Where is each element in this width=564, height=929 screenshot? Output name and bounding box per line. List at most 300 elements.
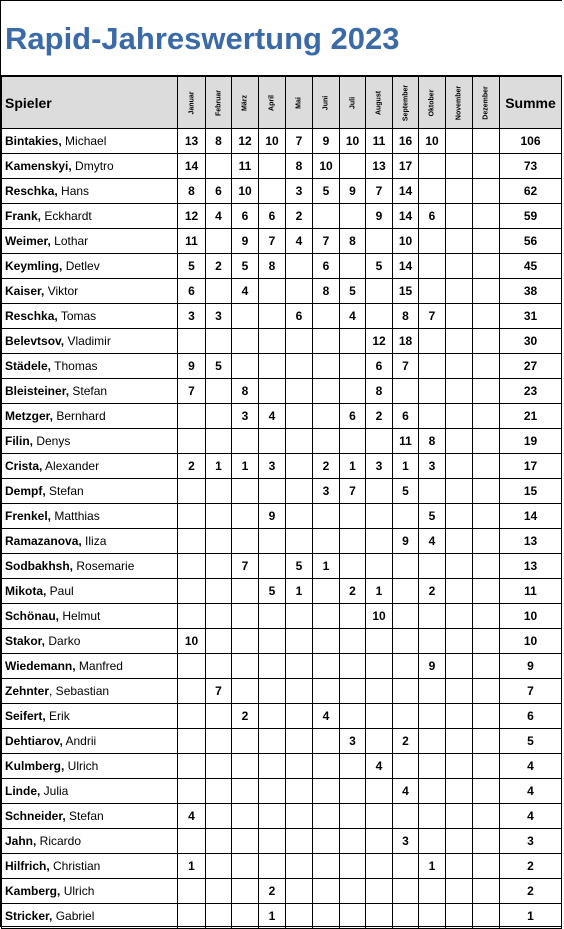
score-cell xyxy=(259,654,286,679)
score-cell xyxy=(340,679,366,704)
score-cell xyxy=(366,279,393,304)
score-cell xyxy=(286,404,313,429)
score-cell xyxy=(313,354,340,379)
table-row xyxy=(2,679,562,704)
player-last-name: Stakor, xyxy=(5,634,46,648)
score-cell xyxy=(393,754,419,779)
table-row xyxy=(2,479,562,504)
header-month xyxy=(366,77,393,129)
player-last-name: Bintakies, xyxy=(5,134,62,148)
score-cell xyxy=(286,904,313,929)
score-cell xyxy=(232,654,259,679)
score-cell xyxy=(259,154,286,179)
score-cell: 2 xyxy=(259,879,286,904)
score-cell xyxy=(366,854,393,879)
score-cell: 13 xyxy=(178,129,206,154)
score-cell xyxy=(419,554,446,579)
score-cell xyxy=(473,579,500,604)
table-row xyxy=(2,229,562,254)
player-first-name: Manfred xyxy=(75,659,123,673)
table-row xyxy=(2,829,562,854)
table-row xyxy=(2,804,562,829)
score-cell: 4 xyxy=(366,754,393,779)
header-month-label: Oktober xyxy=(428,89,436,116)
sum-cell: 4 xyxy=(500,754,562,779)
header-month xyxy=(206,77,232,129)
score-cell xyxy=(473,879,500,904)
header-month-label: April xyxy=(268,94,276,111)
score-cell xyxy=(366,704,393,729)
header-month-label: Mai xyxy=(295,96,303,109)
score-cell xyxy=(419,904,446,929)
score-cell xyxy=(259,729,286,754)
player-first-name: Erik xyxy=(45,709,70,723)
player-last-name: Städele, xyxy=(5,359,52,373)
score-cell xyxy=(340,354,366,379)
sum-cell: 9 xyxy=(500,654,562,679)
score-cell xyxy=(259,479,286,504)
sum-cell: 30 xyxy=(500,329,562,354)
score-cell: 6 xyxy=(419,204,446,229)
score-cell: 5 xyxy=(178,254,206,279)
score-cell xyxy=(393,604,419,629)
score-cell xyxy=(178,604,206,629)
player-name xyxy=(2,154,178,179)
score-cell xyxy=(286,879,313,904)
score-cell xyxy=(340,754,366,779)
score-cell xyxy=(313,779,340,804)
score-cell xyxy=(446,654,473,679)
score-cell xyxy=(446,854,473,879)
score-cell xyxy=(419,379,446,404)
score-cell xyxy=(286,329,313,354)
table-body xyxy=(2,129,562,929)
sum-cell: 19 xyxy=(500,429,562,454)
table-row xyxy=(2,854,562,879)
score-cell xyxy=(286,429,313,454)
table-row xyxy=(2,729,562,754)
score-cell xyxy=(446,729,473,754)
score-cell xyxy=(178,529,206,554)
table-row xyxy=(2,204,562,229)
player-last-name: Ramazanova, xyxy=(5,534,82,548)
score-cell: 11 xyxy=(178,229,206,254)
header-sum: Summe xyxy=(500,77,562,129)
score-cell xyxy=(419,354,446,379)
score-cell xyxy=(340,804,366,829)
player-first-name: Michael xyxy=(61,134,107,148)
score-cell: 9 xyxy=(313,129,340,154)
score-cell xyxy=(446,454,473,479)
score-cell xyxy=(366,829,393,854)
score-cell: 6 xyxy=(178,279,206,304)
table-row xyxy=(2,279,562,304)
score-cell xyxy=(313,579,340,604)
score-cell: 1 xyxy=(206,454,232,479)
score-cell: 14 xyxy=(393,179,419,204)
player-last-name: Schönau, xyxy=(5,609,60,623)
table-row xyxy=(2,354,562,379)
score-cell xyxy=(259,329,286,354)
score-cell: 7 xyxy=(206,679,232,704)
player-last-name: Linde, xyxy=(5,784,41,798)
score-cell xyxy=(473,429,500,454)
score-cell xyxy=(206,654,232,679)
score-cell xyxy=(259,804,286,829)
score-cell xyxy=(232,754,259,779)
score-cell xyxy=(178,329,206,354)
sum-cell: 15 xyxy=(500,479,562,504)
score-cell xyxy=(473,279,500,304)
score-cell xyxy=(178,754,206,779)
sum-cell: 2 xyxy=(500,854,562,879)
score-cell xyxy=(313,904,340,929)
score-cell: 3 xyxy=(232,404,259,429)
score-cell xyxy=(178,579,206,604)
score-cell xyxy=(340,654,366,679)
player-first-name: Stefan xyxy=(65,809,104,823)
score-cell: 8 xyxy=(232,379,259,404)
sum-cell: 5 xyxy=(500,729,562,754)
score-cell xyxy=(340,504,366,529)
score-cell xyxy=(366,654,393,679)
sum-cell: 106 xyxy=(500,129,562,154)
player-last-name: Kulmberg, xyxy=(5,759,65,773)
ranking-table xyxy=(1,76,562,929)
score-cell xyxy=(340,829,366,854)
player-last-name: Keymling, xyxy=(5,259,63,273)
player-last-name: Dempf, xyxy=(5,484,46,498)
score-cell xyxy=(178,879,206,904)
score-cell xyxy=(473,154,500,179)
score-cell xyxy=(473,129,500,154)
score-cell: 7 xyxy=(340,479,366,504)
score-cell xyxy=(178,704,206,729)
table-row xyxy=(2,154,562,179)
score-cell: 9 xyxy=(419,654,446,679)
score-cell xyxy=(340,779,366,804)
score-cell xyxy=(206,754,232,779)
player-first-name: Detlev xyxy=(62,259,100,273)
player-first-name: Vladimir xyxy=(64,334,111,348)
score-cell xyxy=(446,479,473,504)
score-cell xyxy=(178,904,206,929)
score-cell xyxy=(446,129,473,154)
score-cell xyxy=(178,829,206,854)
table-row xyxy=(2,904,562,929)
player-last-name: Sodbakhsh, xyxy=(5,559,74,573)
score-cell xyxy=(313,529,340,554)
header-month-label: Dezember xyxy=(482,85,490,120)
score-cell: 10 xyxy=(340,129,366,154)
player-last-name: Seifert, xyxy=(5,709,46,723)
header-player: Spieler xyxy=(2,77,178,129)
score-cell: 9 xyxy=(178,354,206,379)
player-name xyxy=(2,404,178,429)
score-cell xyxy=(259,279,286,304)
sum-cell: 10 xyxy=(500,604,562,629)
sum-cell: 31 xyxy=(500,304,562,329)
score-cell xyxy=(206,504,232,529)
score-cell xyxy=(286,854,313,879)
player-last-name: Kamenskyi, xyxy=(5,159,72,173)
score-cell xyxy=(473,704,500,729)
score-cell: 4 xyxy=(393,779,419,804)
score-cell: 6 xyxy=(206,179,232,204)
score-cell: 1 xyxy=(313,554,340,579)
score-cell xyxy=(393,654,419,679)
table-row xyxy=(2,379,562,404)
score-cell xyxy=(446,554,473,579)
score-cell xyxy=(286,604,313,629)
player-last-name: Stricker, xyxy=(5,909,53,923)
score-cell xyxy=(446,754,473,779)
score-cell xyxy=(366,554,393,579)
score-cell: 1 xyxy=(393,454,419,479)
score-cell xyxy=(206,229,232,254)
score-cell xyxy=(313,804,340,829)
score-cell xyxy=(340,629,366,654)
score-cell xyxy=(446,879,473,904)
score-cell: 1 xyxy=(259,904,286,929)
sum-cell: 11 xyxy=(500,579,562,604)
score-cell xyxy=(178,429,206,454)
player-first-name: Stefan xyxy=(45,484,84,498)
score-cell xyxy=(366,679,393,704)
sum-cell: 14 xyxy=(500,504,562,529)
score-cell: 18 xyxy=(393,329,419,354)
player-name xyxy=(2,504,178,529)
player-first-name: Iliza xyxy=(81,534,107,548)
score-cell xyxy=(206,804,232,829)
score-cell xyxy=(232,504,259,529)
score-cell: 15 xyxy=(393,279,419,304)
sum-cell: 73 xyxy=(500,154,562,179)
score-cell xyxy=(393,804,419,829)
score-cell: 8 xyxy=(313,279,340,304)
score-cell: 8 xyxy=(340,229,366,254)
player-last-name: Schneider, xyxy=(5,809,66,823)
score-cell: 3 xyxy=(419,454,446,479)
player-last-name: Reschka, xyxy=(5,184,58,198)
score-cell: 14 xyxy=(178,154,206,179)
title-bar xyxy=(1,1,562,76)
score-cell xyxy=(232,854,259,879)
header-month-label: Februar xyxy=(215,89,222,116)
player-last-name: Weimer, xyxy=(5,234,51,248)
score-cell xyxy=(313,304,340,329)
score-cell xyxy=(232,579,259,604)
score-cell xyxy=(340,254,366,279)
player-first-name: Darko xyxy=(45,634,81,648)
score-cell xyxy=(206,779,232,804)
score-cell xyxy=(393,554,419,579)
player-first-name: Eckhardt xyxy=(41,209,92,223)
score-cell: 4 xyxy=(178,804,206,829)
score-cell xyxy=(286,779,313,804)
score-cell xyxy=(473,454,500,479)
score-cell xyxy=(313,604,340,629)
score-cell xyxy=(206,404,232,429)
score-cell xyxy=(340,529,366,554)
score-cell xyxy=(286,804,313,829)
score-cell: 13 xyxy=(366,154,393,179)
score-cell xyxy=(473,729,500,754)
score-cell: 3 xyxy=(259,454,286,479)
score-cell: 7 xyxy=(286,129,313,154)
player-name xyxy=(2,829,178,854)
table-row xyxy=(2,129,562,154)
score-cell xyxy=(206,704,232,729)
score-cell xyxy=(232,479,259,504)
player-first-name: Ulrich xyxy=(60,884,95,898)
sum-cell: 27 xyxy=(500,354,562,379)
score-cell: 4 xyxy=(259,404,286,429)
score-cell xyxy=(473,554,500,579)
player-name xyxy=(2,254,178,279)
player-first-name: Denys xyxy=(33,434,71,448)
score-cell xyxy=(259,829,286,854)
score-cell xyxy=(286,379,313,404)
player-first-name: Gabriel xyxy=(52,909,95,923)
score-cell: 1 xyxy=(178,854,206,879)
score-cell xyxy=(259,854,286,879)
score-cell xyxy=(259,604,286,629)
score-cell: 4 xyxy=(232,279,259,304)
player-name xyxy=(2,479,178,504)
table-row xyxy=(2,454,562,479)
score-cell: 3 xyxy=(206,304,232,329)
score-cell: 2 xyxy=(232,704,259,729)
player-name xyxy=(2,704,178,729)
score-cell xyxy=(473,904,500,929)
score-cell xyxy=(340,554,366,579)
score-cell xyxy=(366,904,393,929)
score-cell xyxy=(232,629,259,654)
score-cell xyxy=(286,754,313,779)
score-cell xyxy=(419,329,446,354)
score-cell xyxy=(340,604,366,629)
score-cell xyxy=(393,704,419,729)
player-first-name: Rosemarie xyxy=(73,559,135,573)
score-cell: 4 xyxy=(419,529,446,554)
score-cell: 3 xyxy=(340,729,366,754)
score-cell: 6 xyxy=(259,204,286,229)
player-last-name: Zehnter xyxy=(5,684,50,698)
table-row xyxy=(2,529,562,554)
player-name xyxy=(2,429,178,454)
score-cell xyxy=(473,229,500,254)
score-cell xyxy=(366,229,393,254)
score-cell xyxy=(473,754,500,779)
score-cell xyxy=(446,804,473,829)
player-last-name: Mikota, xyxy=(5,584,47,598)
score-cell xyxy=(340,329,366,354)
score-cell xyxy=(366,479,393,504)
score-cell: 1 xyxy=(232,454,259,479)
table-row xyxy=(2,579,562,604)
score-cell: 2 xyxy=(286,204,313,229)
player-last-name: Belevtsov, xyxy=(5,334,65,348)
score-cell: 8 xyxy=(178,179,206,204)
score-cell xyxy=(473,654,500,679)
header-month xyxy=(340,77,366,129)
score-cell xyxy=(286,504,313,529)
score-cell xyxy=(340,879,366,904)
score-cell xyxy=(206,829,232,854)
player-name xyxy=(2,279,178,304)
score-cell: 2 xyxy=(419,579,446,604)
score-cell xyxy=(473,304,500,329)
score-cell: 7 xyxy=(259,229,286,254)
score-cell: 5 xyxy=(366,254,393,279)
score-cell xyxy=(286,479,313,504)
sum-cell: 13 xyxy=(500,529,562,554)
score-cell xyxy=(259,629,286,654)
score-cell xyxy=(393,879,419,904)
score-cell xyxy=(178,654,206,679)
score-cell xyxy=(446,254,473,279)
score-cell xyxy=(178,504,206,529)
sum-cell: 13 xyxy=(500,554,562,579)
score-cell: 10 xyxy=(366,604,393,629)
score-cell xyxy=(419,154,446,179)
score-cell: 10 xyxy=(178,629,206,654)
score-cell xyxy=(232,829,259,854)
player-first-name: Thomas xyxy=(51,359,98,373)
player-first-name: Ulrich xyxy=(64,759,99,773)
score-cell xyxy=(340,154,366,179)
score-cell xyxy=(366,529,393,554)
table-row xyxy=(2,754,562,779)
score-cell: 12 xyxy=(178,204,206,229)
score-cell xyxy=(232,354,259,379)
sum-cell: 2 xyxy=(500,879,562,904)
score-cell xyxy=(446,154,473,179)
player-name xyxy=(2,779,178,804)
score-cell xyxy=(473,479,500,504)
score-cell: 8 xyxy=(366,379,393,404)
score-cell xyxy=(419,604,446,629)
table-row xyxy=(2,254,562,279)
score-cell xyxy=(366,629,393,654)
score-cell xyxy=(232,804,259,829)
player-last-name: Hilfrich, xyxy=(5,859,50,873)
score-cell xyxy=(206,579,232,604)
score-cell: 7 xyxy=(393,354,419,379)
header-month-label: August xyxy=(375,90,383,115)
sum-cell: 56 xyxy=(500,229,562,254)
sum-cell: 7 xyxy=(500,679,562,704)
score-cell xyxy=(393,379,419,404)
score-cell xyxy=(232,779,259,804)
score-cell: 5 xyxy=(393,479,419,504)
score-cell: 9 xyxy=(340,179,366,204)
score-cell xyxy=(446,629,473,654)
score-cell: 4 xyxy=(286,229,313,254)
header-month-label: September xyxy=(402,84,409,121)
score-cell: 5 xyxy=(419,504,446,529)
player-name xyxy=(2,454,178,479)
score-cell: 5 xyxy=(286,554,313,579)
player-last-name: Jahn, xyxy=(5,834,37,848)
score-cell xyxy=(232,904,259,929)
score-cell xyxy=(313,729,340,754)
score-cell: 9 xyxy=(259,504,286,529)
score-cell xyxy=(340,429,366,454)
score-cell xyxy=(286,529,313,554)
score-cell xyxy=(473,679,500,704)
